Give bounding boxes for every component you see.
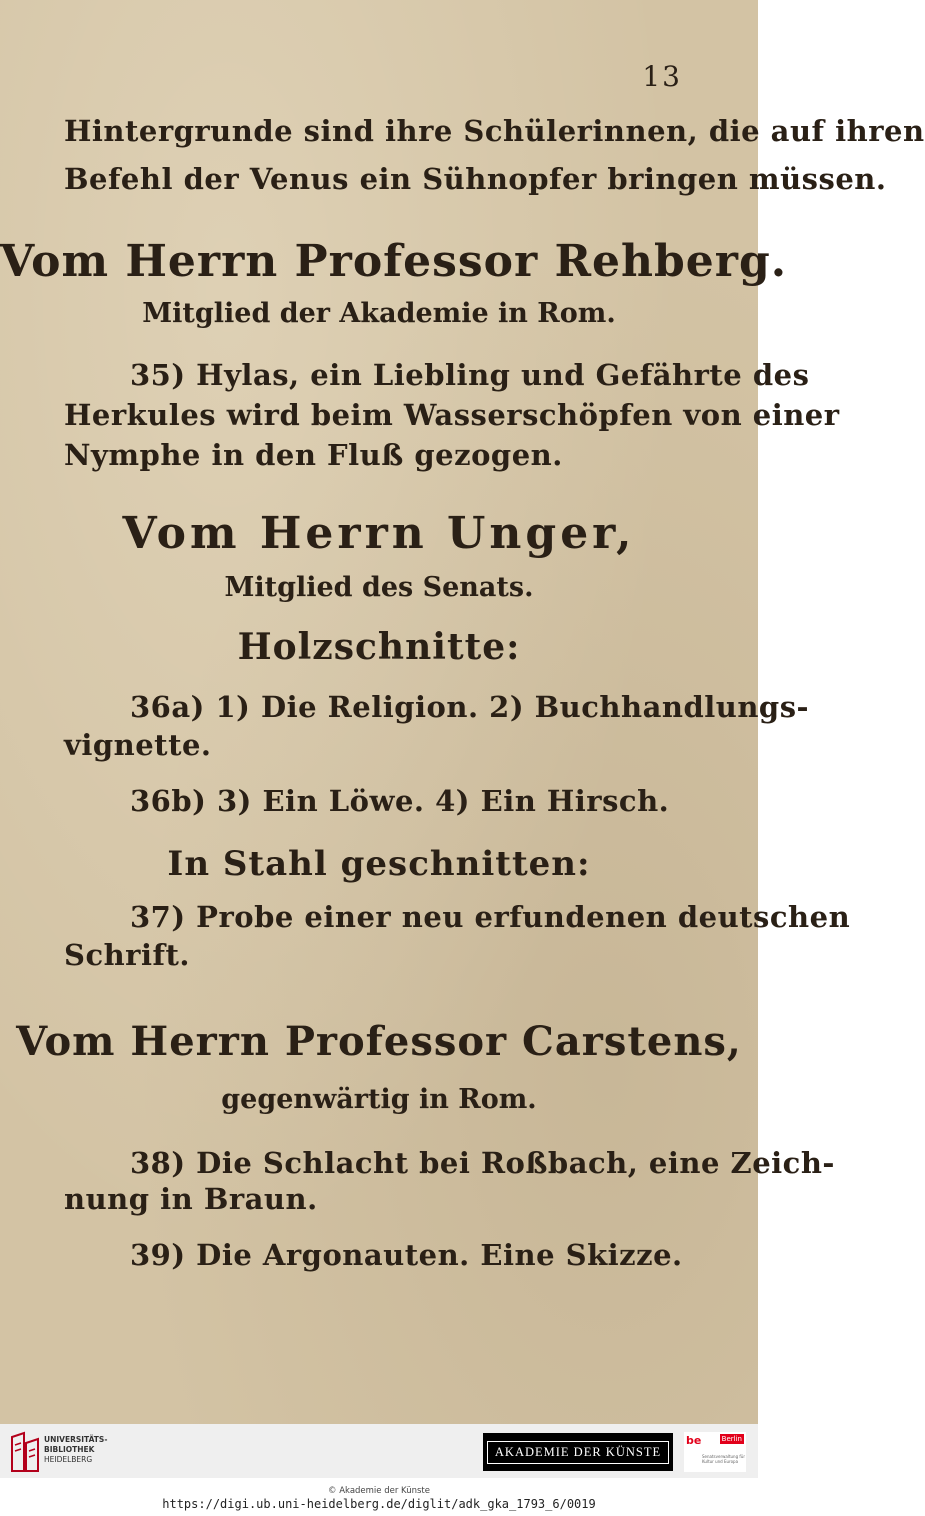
section-heading: Vom Herrn Unger,	[122, 508, 636, 559]
text-line: Hintergrunde sind ihre Schülerinnen, die auf ihren	[64, 114, 925, 148]
be-berlin-mark: be	[686, 1434, 702, 1447]
academy-logo[interactable]	[483, 1433, 673, 1471]
text-line: vignette.	[64, 728, 212, 762]
text-line: 38) Die Schlacht bei Roßbach, eine Zeich-	[130, 1146, 835, 1180]
senate-department-text: Senatsverwaltung für Kultur und Europa	[702, 1454, 745, 1464]
copyright-notice: © Akademie der Künste	[328, 1486, 430, 1496]
section-subheading: gegenwärtig in Rom.	[221, 1084, 537, 1115]
text-line: 36b) 3) Ein Löwe. 4) Ein Hirsch.	[130, 784, 670, 818]
section-subheading: Mitglied des Senats.	[224, 572, 534, 603]
academy-logo-text: AKADEMIE DER KÜNSTE	[487, 1441, 669, 1464]
section-subheading: Mitglied der Akademie in Rom.	[142, 298, 616, 329]
berlin-badge: Berlin	[721, 1435, 742, 1443]
text-line: nung in Braun.	[64, 1182, 318, 1216]
text-line: 36a) 1) Die Religion. 2) Buchhandlungs-	[130, 690, 810, 724]
text-line: 35) Hylas, ein Liebling und Gefährte des	[130, 358, 810, 392]
section-heading: Vom Herrn Professor Rehberg.	[0, 236, 788, 287]
text-line: 37) Probe einer neu erfundenen deutschen	[130, 900, 851, 934]
text-line: Herkules wird beim Wasserschöpfen von einer	[64, 398, 840, 432]
section-heading: Holzschnitte:	[237, 626, 521, 668]
text-line: Nymphe in den Fluß gezogen.	[64, 438, 563, 472]
text-line: Befehl der Venus ein Sühnopfer bringen müssen.	[64, 162, 887, 196]
text-line: 39) Die Argonauten. Eine Skizze.	[130, 1238, 683, 1272]
section-heading: Vom Herrn Professor Carstens,	[16, 1018, 742, 1065]
section-heading: In Stahl geschnitten:	[167, 844, 591, 884]
text-line: Schrift.	[64, 938, 190, 972]
footer-bar	[0, 1424, 758, 1478]
permalink-url[interactable]: https://digi.ub.uni-heidelberg.de/diglit/adk_gka_1793_6/0019	[162, 1497, 596, 1511]
berlin-senate-logo	[684, 1432, 746, 1472]
university-library-name: UNIVERSITÄTS- BIBLIOTHEK HEIDELBERG	[44, 1435, 108, 1464]
page-number: 13	[642, 60, 682, 93]
university-library-logo-icon	[10, 1431, 40, 1473]
